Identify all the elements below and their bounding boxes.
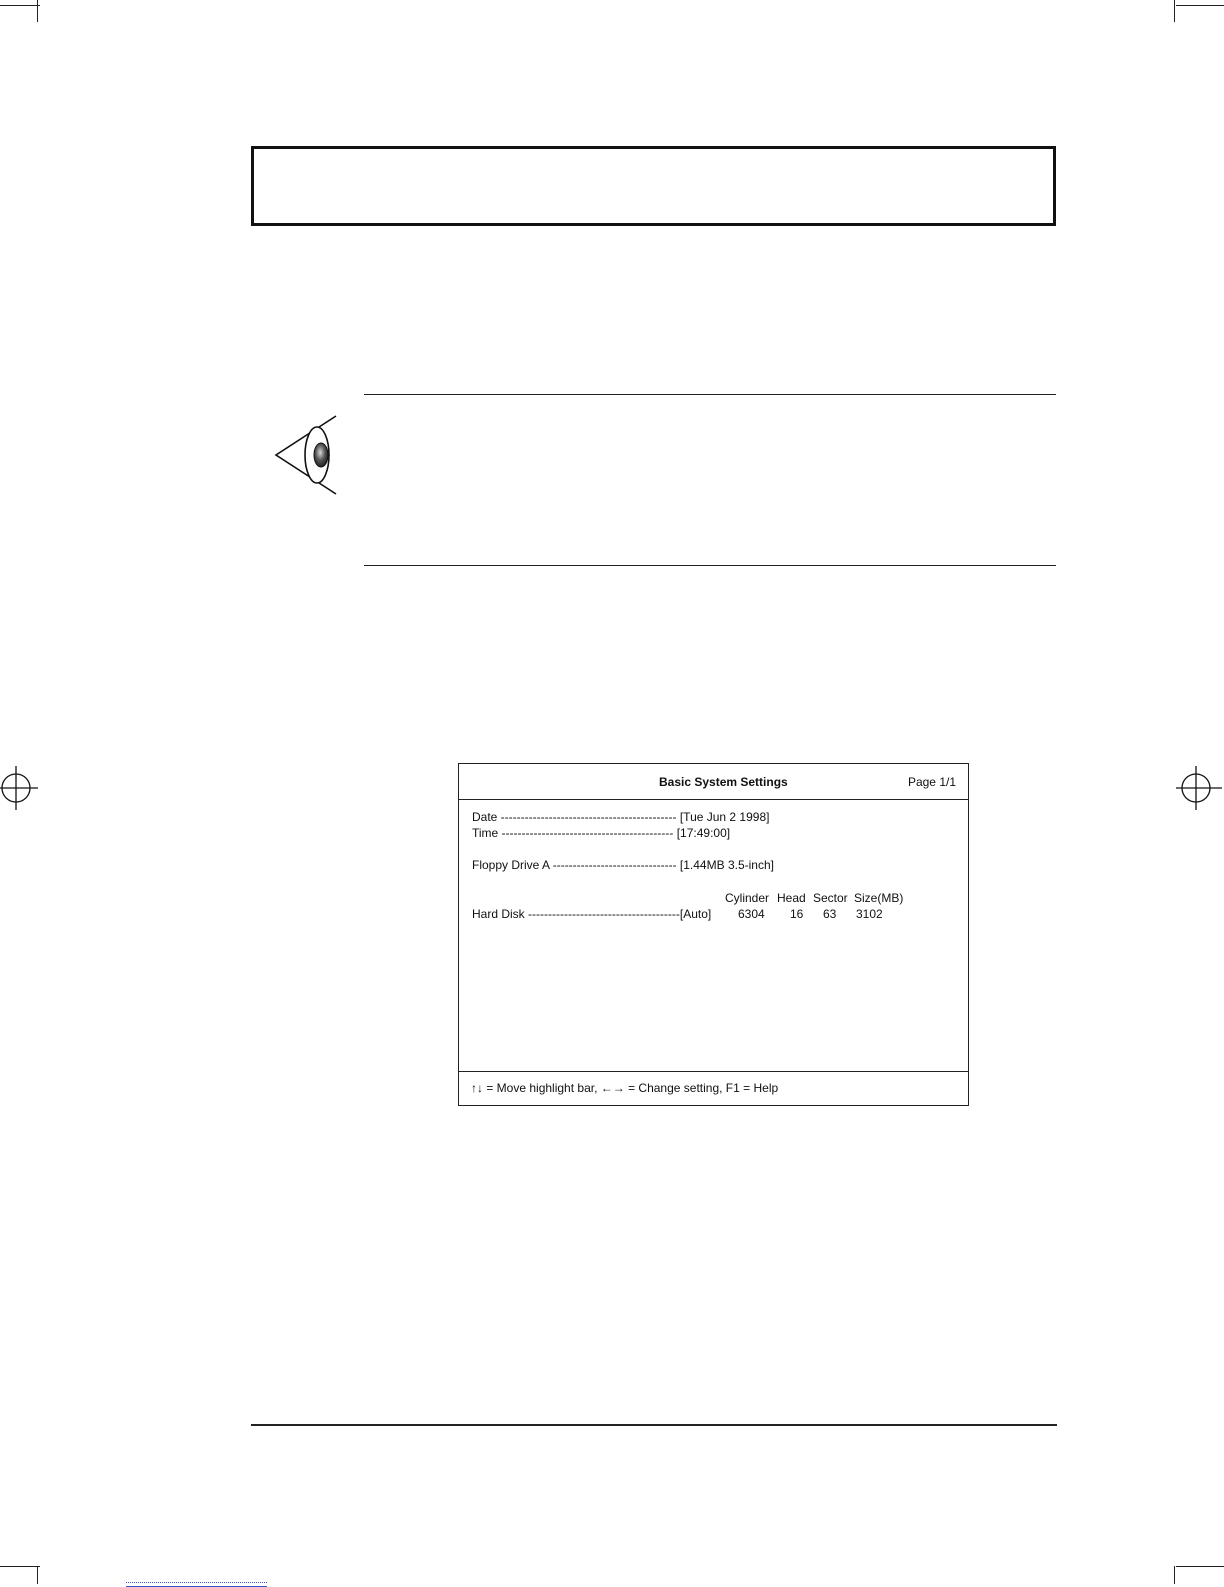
bios-title-bar (459, 764, 968, 800)
footer-link-underline-visible (126, 1582, 267, 1583)
note-bottom-rule (364, 565, 1056, 566)
bios-screen (458, 763, 969, 1106)
crop-mark-bottom-right-vertical (1174, 1566, 1175, 1584)
column-header-size: Size(MB) (854, 891, 904, 905)
help-text: ↑↓ = Move highlight bar, ←→ = Change setting, F1 = Help (471, 1081, 779, 1095)
chapter-heading-box (251, 146, 1056, 226)
eye-icon (272, 414, 340, 496)
hard-disk-head-value: 16 (790, 907, 804, 921)
crop-mark-top-right-vertical (1174, 0, 1175, 22)
bios-help-bar (459, 1071, 968, 1105)
column-header-cylinder: Cylinder (725, 891, 770, 905)
setting-time[interactable] (472, 826, 730, 840)
setting-hard-disk-text: Hard Disk --------------------------------------[Auto] (472, 907, 712, 921)
setting-time-text: Time ------------------------------------------- [17:49:00] (472, 826, 731, 840)
crop-mark-bottom-left-vertical (37, 1566, 38, 1584)
registration-mark-right (1174, 766, 1224, 810)
registration-mark-left (0, 766, 40, 810)
crop-mark-top-left-vertical (37, 0, 38, 22)
crop-mark-top-right (1176, 5, 1224, 6)
page-indicator: Page 1/1 (907, 775, 956, 789)
setting-hard-disk[interactable] (472, 907, 711, 921)
setting-date-text: Date -------------------------------------------- [Tue Jun 2 1998] (472, 810, 770, 824)
page-footer-rule (251, 1424, 1057, 1426)
hard-disk-size-value: 3102 (856, 907, 883, 921)
crop-mark-bottom-left (0, 1566, 40, 1567)
setting-floppy-drive-a[interactable] (472, 858, 774, 872)
hard-disk-sector-value: 63 (823, 907, 837, 921)
note-top-rule (364, 394, 1056, 395)
crop-mark-top-left (0, 5, 40, 6)
crop-mark-bottom-right (1176, 1566, 1224, 1567)
bios-settings-panel (459, 800, 968, 1072)
bios-title: Basic System Settings (659, 775, 788, 789)
column-header-sector: Sector (813, 891, 848, 905)
setting-floppy-text: Floppy Drive A ------------------------------- [1.44MB 3.5-inch] (472, 858, 774, 872)
hard-disk-cylinder-value: 6304 (738, 907, 765, 921)
column-header-head: Head (777, 891, 806, 905)
setting-date[interactable] (472, 810, 769, 824)
